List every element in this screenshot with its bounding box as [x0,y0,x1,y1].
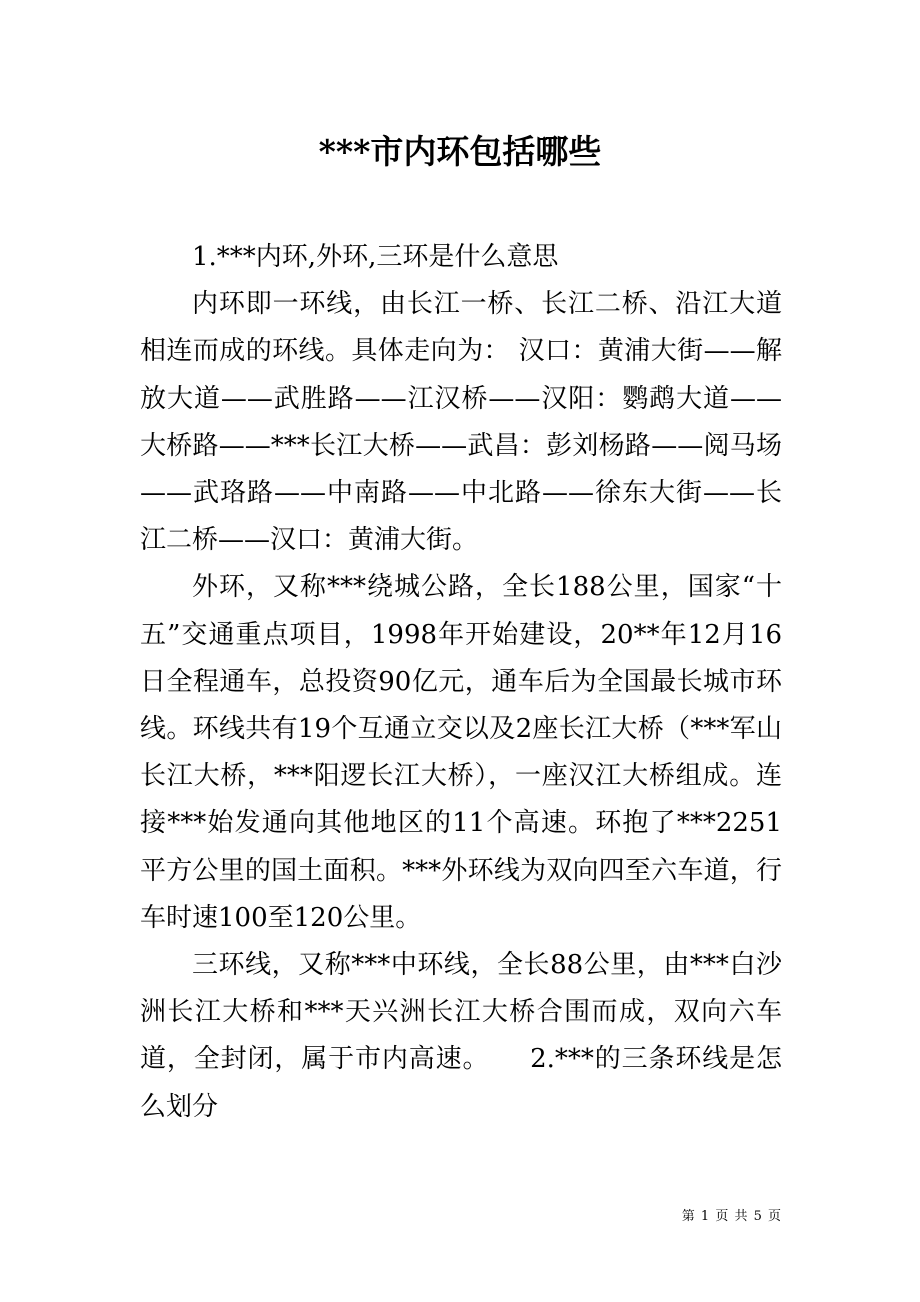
paragraph-third-ring: 三环线，又称***中环线，全长88公里，由***白沙洲长江大桥和***天兴洲长江大桥合围而成，双向六车道，全封闭，属于市内高速。 2.***的三条环线是怎么划分 [140,950,782,1122]
paragraph-inner-ring: 内环即一环线，由长江一桥、长江二桥、沿江大道相连而成的环线。具体走向为： 汉口：黄浦大街——解放大道——武胜路——江汉桥——汉阳：鹦鹉大道——大桥路——***长江大桥——武昌：彭刘杨路——阅马场——武珞路——中南路——中北路——徐东大街——长江二桥——汉口：黄浦大街。 [140,289,782,556]
document-title: ***市内环包括哪些 [318,132,602,171]
page-number-footer: 第 1 页 共 5 页 [681,1209,782,1224]
paragraph-question-1: 1.***内环,外环,三环是什么意思 [192,242,559,272]
paragraph-outer-ring: 外环，又称***绕城公路，全长188公里，国家“十五”交通重点项目，1998年开始建设，20**年12月16日全程通车，总投资90亿元，通车后为全国最长城市环线。环线共有19个互通立交以及2座长江大桥（***军山长江大桥，***阳逻长江大桥），一座汉江大桥组成。连接***始发通向其他地区的11个高速。环抱了***2251平方公里的国土面积。***外环线为双向四至六车道，行车时速100至120公里。 [140,572,782,933]
document-body [140,234,782,1131]
